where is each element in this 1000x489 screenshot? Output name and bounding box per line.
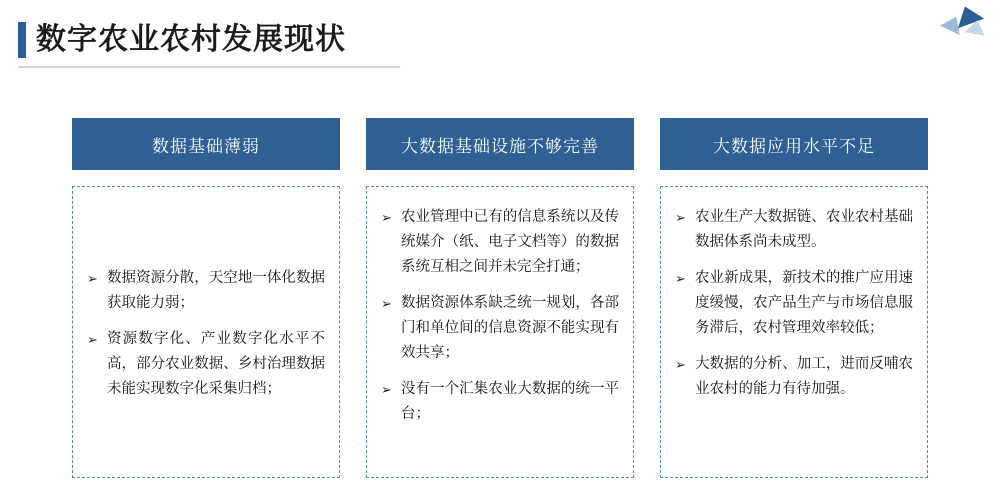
page-title: 数字农业农村发展现状 <box>36 23 346 56</box>
list-item-text: 数据资源体系缺乏统一规划，各部门和单位间的信息资源不能实现有效共享； <box>401 295 619 361</box>
column-infrastructure <box>366 118 634 478</box>
column-header: 大数据应用水平不足 <box>660 118 928 170</box>
list-item-text: 农业新成果，新技术的推广应用速度缓慢，农产品生产与市场信息服务滞后，农村管理效率较低； <box>695 270 913 336</box>
list-item-text: 农业生产大数据链、农业农村基础数据体系尚未成型。 <box>695 209 913 250</box>
list-item <box>85 327 325 402</box>
column-body <box>366 186 634 478</box>
content-columns <box>0 118 1000 478</box>
list-item-text: 没有一个汇集农业大数据的统一平台； <box>401 381 619 422</box>
list-item <box>85 266 325 316</box>
list-item-text: 数据资源分散，天空地一体化数据获取能力弱； <box>107 270 325 311</box>
arrow-bullet-icon: ➢ <box>675 357 686 372</box>
title-underline <box>18 66 400 68</box>
arrow-bullet-icon: ➢ <box>675 210 686 225</box>
column-body <box>72 186 340 478</box>
title-accent-bar <box>18 22 26 58</box>
column-application-level <box>660 118 928 478</box>
list-item <box>379 377 619 427</box>
list-item <box>673 205 913 255</box>
column-data-foundation <box>72 118 340 478</box>
list-item-text: 农业管理中已有的信息系统以及传统媒介（纸、电子文档等）的数据系统互相之间并未完全打通； <box>401 209 619 275</box>
arrow-bullet-icon: ➢ <box>87 271 98 286</box>
arrow-bullet-icon: ➢ <box>675 271 686 286</box>
triangle-icon-pale <box>965 18 987 35</box>
bullet-list <box>379 205 619 427</box>
list-item <box>379 205 619 280</box>
bullet-list <box>85 266 325 402</box>
list-item-text: 资源数字化、产业数字化水平不高，部分农业数据、乡村治理数据未能实现数字化采集归档； <box>107 331 325 397</box>
bullet-list <box>673 205 913 402</box>
arrow-bullet-icon: ➢ <box>381 382 392 397</box>
column-header: 大数据基础设施不够完善 <box>366 118 634 170</box>
list-item <box>673 266 913 341</box>
list-item <box>379 291 619 366</box>
list-item-text: 大数据的分析、加工，进而反哺农业农村的能力有待加强。 <box>695 356 913 397</box>
triangle-cluster-icon <box>940 4 992 46</box>
list-item <box>673 352 913 402</box>
arrow-bullet-icon: ➢ <box>87 332 98 347</box>
slide-header <box>0 0 1000 78</box>
column-header: 数据基础薄弱 <box>72 118 340 170</box>
column-body <box>660 186 928 478</box>
arrow-bullet-icon: ➢ <box>381 296 392 311</box>
arrow-bullet-icon: ➢ <box>381 210 392 225</box>
